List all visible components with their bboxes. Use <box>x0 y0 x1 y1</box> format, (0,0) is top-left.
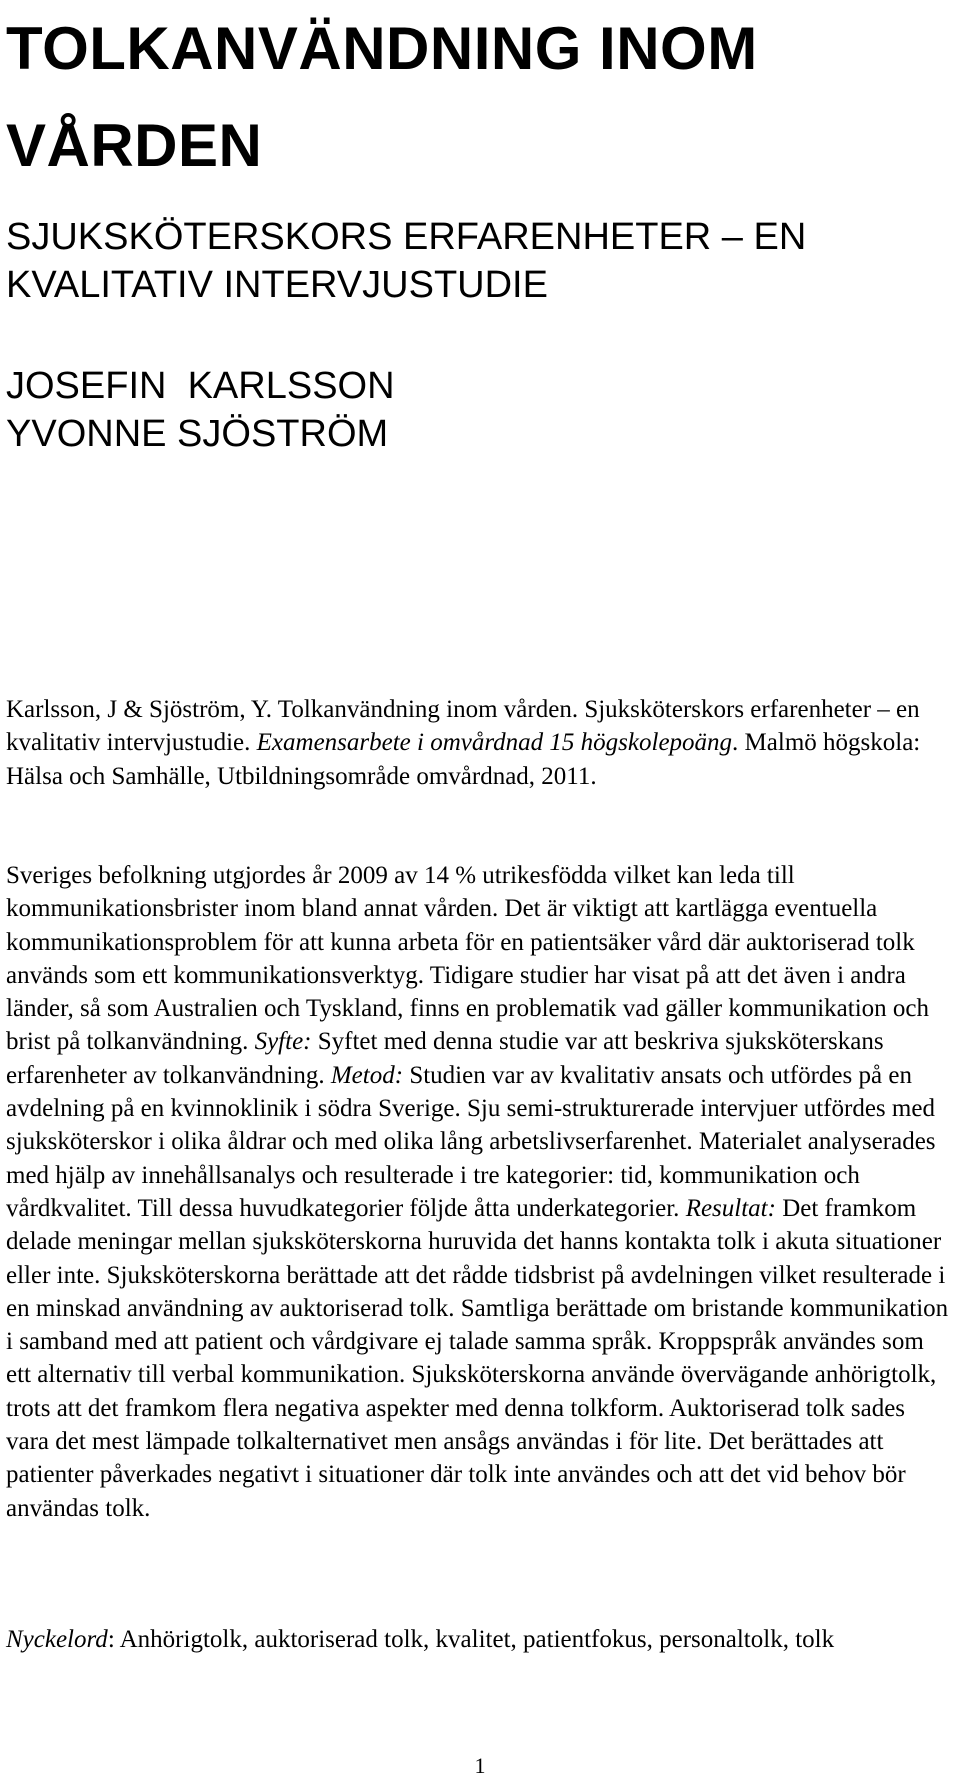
resultat-label: Resultat: <box>685 1194 776 1222</box>
keywords-paragraph <box>6 1623 936 1656</box>
syfte-label: Syfte: <box>254 1028 312 1056</box>
document-subtitle: SJUKSKÖTERSKORS ERFARENHETER – EN KVALITATIV INTERVJUSTUDIE <box>6 216 807 306</box>
author-name: JOSEFIN KARLSSON <box>6 365 395 407</box>
citation-text-end: . Malmö högskola: Hälsa och Samhälle, Utbildningsområde omvårdnad, 2011. <box>6 729 921 790</box>
resultat-text: Det framkom delade meningar mellan sjuksköterskorna huruvida det hanns kontakta tolk i akuta situationer eller inte. Sjuksköterskorna berättade att det rådde tidsbrist på avdelningen vilket resulterade i en minskad användning av auktoriserad tolk. Samtliga berättade om bristande kommunikation i samband med att patient och vårdgivare ej talade samma språk. Kroppspråk användes som ett alternativ till verbal kommunikation. Sjuksköterskorna använde övervägande anhörigtolk, trots att det framkom flera negativa aspekter med denna tolkform. Auktoriserad tolk sades vara det mest lämpade tolkalternativet men ansågs användas i för lite. Det berättades att patienter påverkades negativt i situationer där tolk inte användes och att det vid behov bör användas tolk. <box>6 1194 949 1522</box>
citation-paragraph <box>6 693 936 793</box>
metod-text: Studien var av kvalitativ ansats och utfördes på en avdelning på en kvinnoklinik i södra Sverige. Sju semi-strukturerade intervjuer utfördes med sjuksköterskor i olika åldrar och med olika lång arbetslivserfarenhet. Materialet analyserades med hjälp av innehållsanalys och resulterade i tre kategorier: tid, kommunikation och vårdkvalitet. Till dessa huvudkategorier följde åtta underkategorier. <box>6 1061 936 1222</box>
metod-label: Metod: <box>330 1061 404 1089</box>
page-number: 1 <box>474 1753 486 1778</box>
keywords-label: Nyckelord <box>6 1626 108 1653</box>
author-name: YVONNE SJÖSTRÖM <box>6 413 389 455</box>
citation-text: Karlsson, J & Sjöström, Y. Tolkanvändning inom vården. Sjuksköterskors erfarenheter – en kvalitativ intervjustudie. <box>6 696 920 757</box>
document-title: TOLKANVÄNDNING INOM VÅRDEN <box>6 15 758 179</box>
abstract-intro: Sveriges befolkning utgjordes år 2009 av 14 % utrikesfödda vilket kan leda till kommunikationsbrister inom bland annat vården. Det är viktigt att kartlägga eventuella kommunikationsproblem för att kunna arbeta för en patientsäker vård där auktoriserad tolk används som ett kommunikationsverktyg. Tidigare studier har visat på att det även i andra länder, så som Australien och Tyskland, finns en problematik vad gäller kommunikation och brist på tolkanvändning. <box>6 862 929 1056</box>
citation-italic: Examensarbete i omvårdnad 15 högskolepoäng <box>256 729 733 757</box>
abstract-paragraph <box>6 859 954 1525</box>
keywords-text: : Anhörigtolk, auktoriserad tolk, kvalitet, patientfokus, personaltolk, tolk <box>107 1626 835 1653</box>
syfte-text: Syftet med denna studie var att beskriva sjuksköterskans erfarenheter av tolkanvändning. <box>6 1028 884 1089</box>
author-list <box>6 362 956 458</box>
